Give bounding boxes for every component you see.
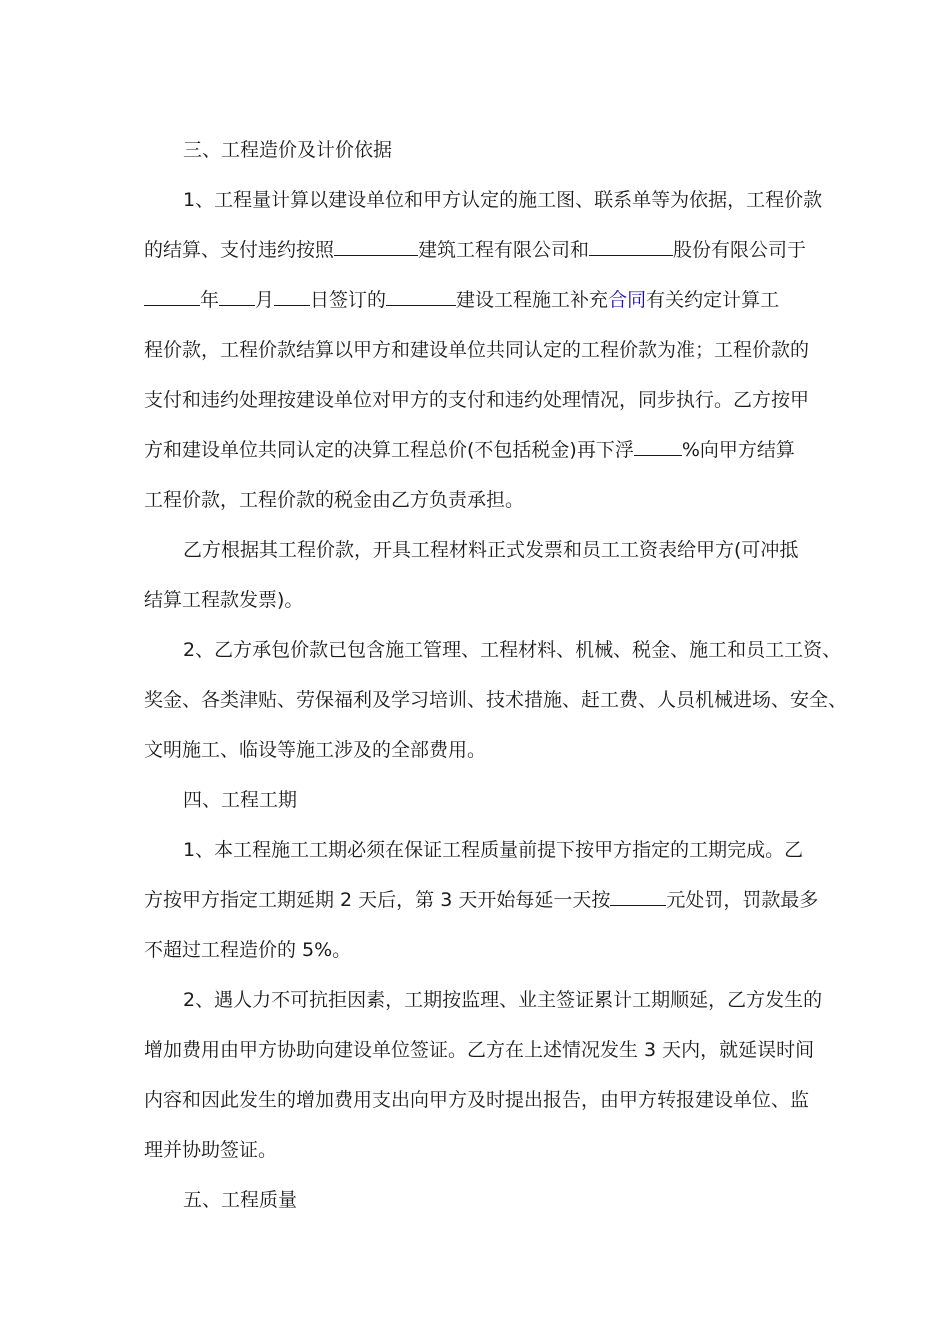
paragraph-line: 2、遇人力不可抗拒因素，工期按监理、业主签证累计工期顺延，乙方发生的 <box>183 989 823 1011</box>
blank-field <box>634 437 682 456</box>
text-run: %向甲方结算 <box>681 439 795 461</box>
paragraph-line: 增加费用由甲方协助向建设单位签证。乙方在上述情况发生 3 天内，就延误时间 <box>144 1039 815 1061</box>
paragraph-line <box>144 437 795 463</box>
paragraph-line: 乙方根据其工程价款，开具工程材料正式发票和员工工资表给甲方(可冲抵 <box>183 539 799 561</box>
paragraph-line: 文明施工、临设等施工涉及的全部费用。 <box>144 739 487 761</box>
paragraph-line: 支付和违约处理按建设单位对甲方的支付和违约处理情况，同步执行。乙方按甲 <box>144 389 810 411</box>
text-run: 建筑工程有限公司和 <box>418 239 590 261</box>
blank-field <box>589 237 673 256</box>
text-run: 有关约定计算工 <box>646 289 780 311</box>
blank-field <box>386 287 456 306</box>
text-run: 年 <box>200 289 220 311</box>
paragraph-line: 2、乙方承包价款已包含施工管理、工程材料、机械、税金、施工和员工工资、 <box>183 639 842 661</box>
text-run: 日签订的 <box>310 289 387 311</box>
section-heading-3: 三、工程造价及计价依据 <box>183 139 393 161</box>
text-run: 月 <box>255 289 275 311</box>
paragraph-line <box>144 287 779 313</box>
paragraph-line <box>144 887 818 913</box>
paragraph-line: 理并协助签证。 <box>144 1139 278 1161</box>
paragraph-line: 内容和因此发生的增加费用支出向甲方及时提出报告，由甲方转报建设单位、监 <box>144 1089 810 1111</box>
text-run: 方和建设单位共同认定的决算工程总价(不包括税金)再下浮 <box>144 439 634 461</box>
paragraph-line: 结算工程款发票)。 <box>144 589 304 611</box>
contract-link[interactable]: 合同 <box>608 289 647 311</box>
paragraph-line: 不超过工程造价的 5%。 <box>144 939 352 961</box>
text-run: 元处罚，罚款最多 <box>666 889 819 911</box>
paragraph-line: 程价款，工程价款结算以甲方和建设单位共同认定的工程价款为准；工程价款的 <box>144 339 810 361</box>
paragraph-line: 工程价款，工程价款的税金由乙方负责承担。 <box>144 489 525 511</box>
blank-field <box>144 287 200 306</box>
blank-field <box>274 287 310 306</box>
text-run: 方按甲方指定工期延期 2 天后，第 3 天开始每延一天按 <box>144 889 611 911</box>
blank-field <box>610 887 666 906</box>
text-run: 建设工程施工补充 <box>456 289 609 311</box>
text-run: 的结算、支付违约按照 <box>144 239 335 261</box>
paragraph-line: 1、本工程施工工期必须在保证工程质量前提下按甲方指定的工期完成。乙 <box>183 839 804 861</box>
paragraph-line: 奖金、各类津贴、劳保福利及学习培训、技术措施、赶工费、人员机械进场、安全、 <box>144 689 848 711</box>
section-heading-5: 五、工程质量 <box>183 1189 298 1211</box>
section-heading-4: 四、工程工期 <box>183 789 298 811</box>
text-run: 股份有限公司于 <box>673 239 807 261</box>
blank-field <box>219 287 255 306</box>
blank-field <box>334 237 418 256</box>
paragraph-line <box>144 237 806 263</box>
paragraph-line: 1、工程量计算以建设单位和甲方认定的施工图、联系单等为依据，工程价款 <box>183 189 823 211</box>
